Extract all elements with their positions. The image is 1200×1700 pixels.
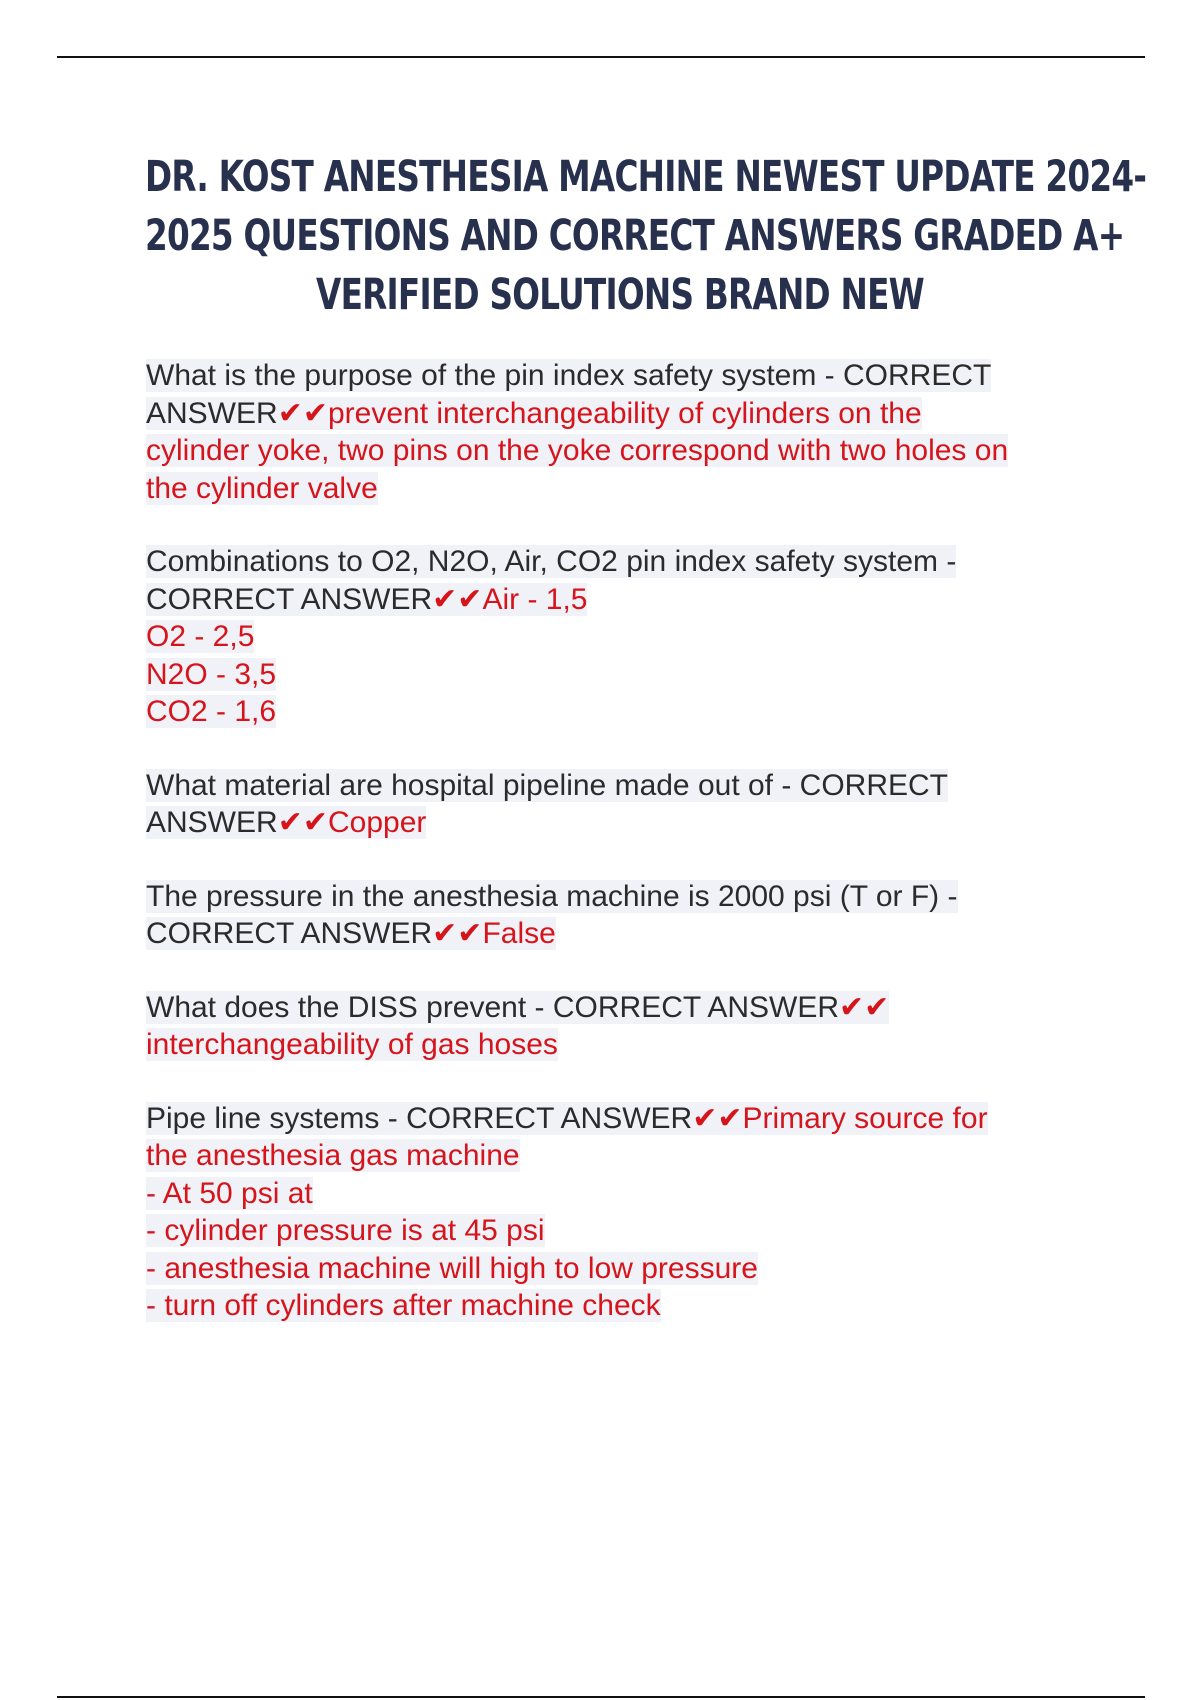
qa-item-machine-pressure	[146, 878, 1086, 953]
title-line-2: 2025 QUESTIONS AND CORRECT ANSWERS GRADED A+	[145, 211, 1125, 261]
answer-text: interchangeability of gas hoses	[146, 1028, 558, 1061]
answer-text: CO2 - 1,6	[146, 695, 277, 728]
question-text: What does the DISS prevent - CORRECT ANSWER	[146, 990, 840, 1024]
top-rule	[57, 56, 1145, 58]
qa-item-diss	[146, 989, 1086, 1064]
answer-text: - cylinder pressure is at 45 psi	[146, 1214, 545, 1247]
answer-text: False	[482, 917, 556, 950]
qa-item-pin-index-purpose	[146, 357, 1086, 507]
answer-text: N2O - 3,5	[146, 657, 277, 691]
answer-text: Copper	[327, 806, 427, 839]
question-text: Combinations to O2, N2O, Air, CO2 pin index safety system -	[146, 545, 957, 578]
answer-text: Air - 1,5	[482, 582, 588, 616]
check-mark-icon: ✔✔	[277, 396, 328, 430]
check-mark-icon: ✔✔	[432, 582, 483, 616]
check-mark-icon: ✔✔	[277, 806, 328, 839]
answer-text: Primary source for	[742, 1101, 988, 1135]
question-text: What is the purpose of the pin index safety system - CORRECT	[146, 359, 992, 392]
answer-text: O2 - 2,5	[146, 620, 255, 653]
answer-text: - At 50 psi at	[146, 1176, 313, 1210]
question-text: CORRECT ANSWER	[146, 582, 433, 616]
qa-item-pin-combinations	[146, 543, 1086, 731]
question-text: The pressure in the anesthesia machine is 2000 psi (T or F) -	[146, 879, 958, 913]
question-text: What material are hospital pipeline made out of - CORRECT	[146, 768, 949, 802]
question-text: ANSWER	[146, 396, 278, 430]
answer-text: prevent interchangeability of cylinders on the	[327, 396, 922, 430]
qa-list	[146, 357, 1086, 1361]
answer-text: the cylinder valve	[146, 471, 378, 505]
question-text: ANSWER	[146, 806, 278, 839]
answer-text: - anesthesia machine will high to low pressure	[146, 1251, 758, 1285]
answer-text: cylinder yoke, two pins on the yoke correspond with two holes on	[146, 434, 1009, 467]
title-line-3: VERIFIED SOLUTIONS BRAND NEW	[316, 270, 924, 320]
document-title	[80, 148, 1160, 325]
qa-item-pipeline-material	[146, 767, 1086, 842]
check-mark-icon: ✔✔	[432, 917, 483, 950]
answer-text: the anesthesia gas machine	[146, 1139, 520, 1172]
check-mark-icon: ✔✔	[839, 990, 890, 1024]
question-text: CORRECT ANSWER	[146, 917, 433, 950]
qa-item-pipeline-systems	[146, 1100, 1086, 1325]
check-mark-icon: ✔✔	[692, 1101, 743, 1135]
question-text: Pipe line systems - CORRECT ANSWER	[146, 1101, 693, 1135]
bottom-rule	[57, 1696, 1145, 1698]
title-line-1: DR. KOST ANESTHESIA MACHINE NEWEST UPDATE 2024-	[145, 152, 1147, 202]
answer-text: - turn off cylinders after machine check	[146, 1289, 661, 1322]
